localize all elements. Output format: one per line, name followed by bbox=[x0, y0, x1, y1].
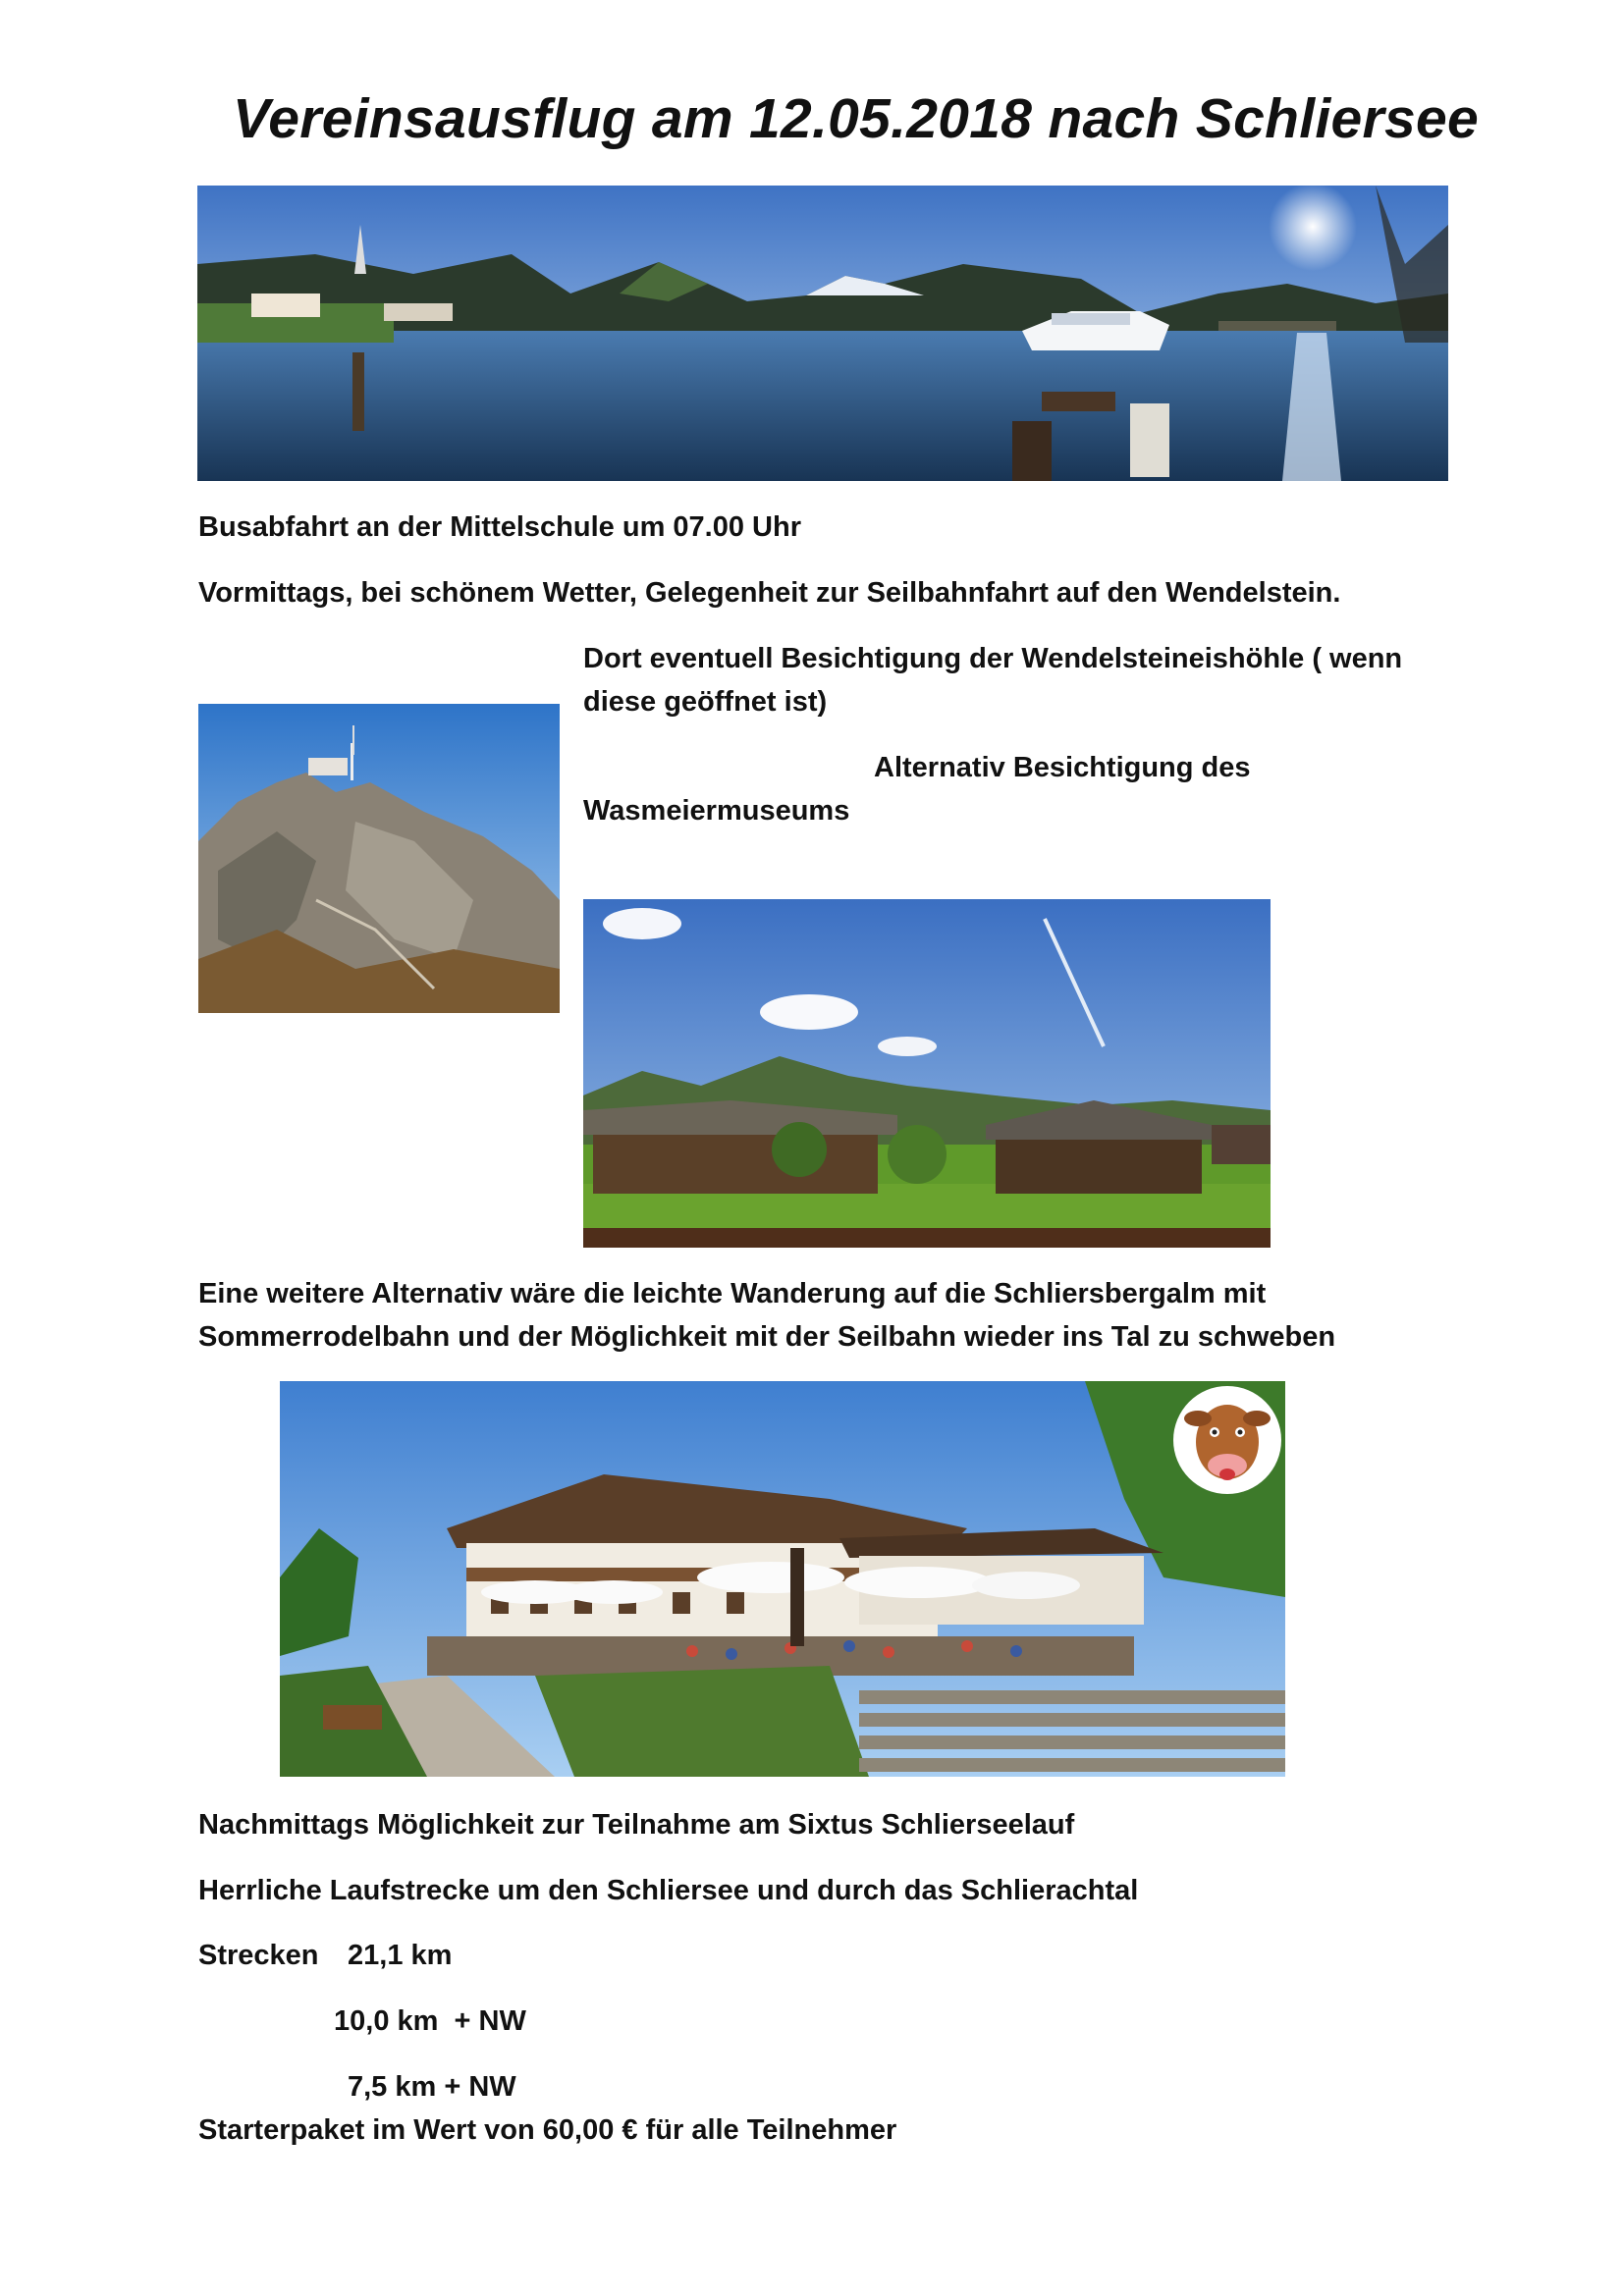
route-text: Herrliche Laufstrecke um den Schliersee und durch das Schlierachtal bbox=[198, 1875, 1139, 1906]
morning-text: Vormittags, bei schönem Wetter, Gelegenheit zur Seilbahnfahrt auf den Wendelstein. bbox=[198, 577, 1341, 609]
cave-text-line2: diese geöffnet ist) bbox=[583, 686, 828, 718]
distance-3: 7,5 km + NW bbox=[348, 2071, 516, 2103]
distance-1: 21,1 km bbox=[348, 1940, 453, 1971]
hike-text-line1: Eine weitere Alternativ wäre die leichte Wanderung auf die Schliersbergalm mit bbox=[198, 1278, 1267, 1309]
starter-package-text: Starterpaket im Wert von 60,00 € für alle Teilnehmer bbox=[198, 2114, 897, 2146]
distances-label: Strecken bbox=[198, 1940, 319, 1971]
wasmeier-museum-image bbox=[583, 899, 1271, 1248]
alternative-text-line1: Alternativ Besichtigung des bbox=[874, 752, 1251, 783]
hike-text-line2: Sommerrodelbahn und der Möglichkeit mit der Seilbahn wieder ins Tal zu schweben bbox=[198, 1321, 1336, 1353]
distance-2: 10,0 km + NW bbox=[334, 2005, 526, 2037]
page-title: Vereinsausflug am 12.05.2018 nach Schliersee bbox=[233, 87, 1479, 150]
lake-panorama-image bbox=[197, 186, 1448, 481]
cave-text-line1: Dort eventuell Besichtigung der Wendelsteineishöhle ( wenn bbox=[583, 643, 1403, 674]
alternative-text-line2: Wasmeiermuseums bbox=[583, 795, 850, 827]
bus-departure-text: Busabfahrt an der Mittelschule um 07.00 Uhr bbox=[198, 511, 801, 543]
cow-logo-icon bbox=[1173, 1386, 1281, 1494]
schliersbergalm-image bbox=[280, 1381, 1285, 1777]
wendelstein-mountain-image bbox=[198, 704, 560, 1013]
afternoon-text: Nachmittags Möglichkeit zur Teilnahme am Sixtus Schlierseelauf bbox=[198, 1809, 1075, 1841]
